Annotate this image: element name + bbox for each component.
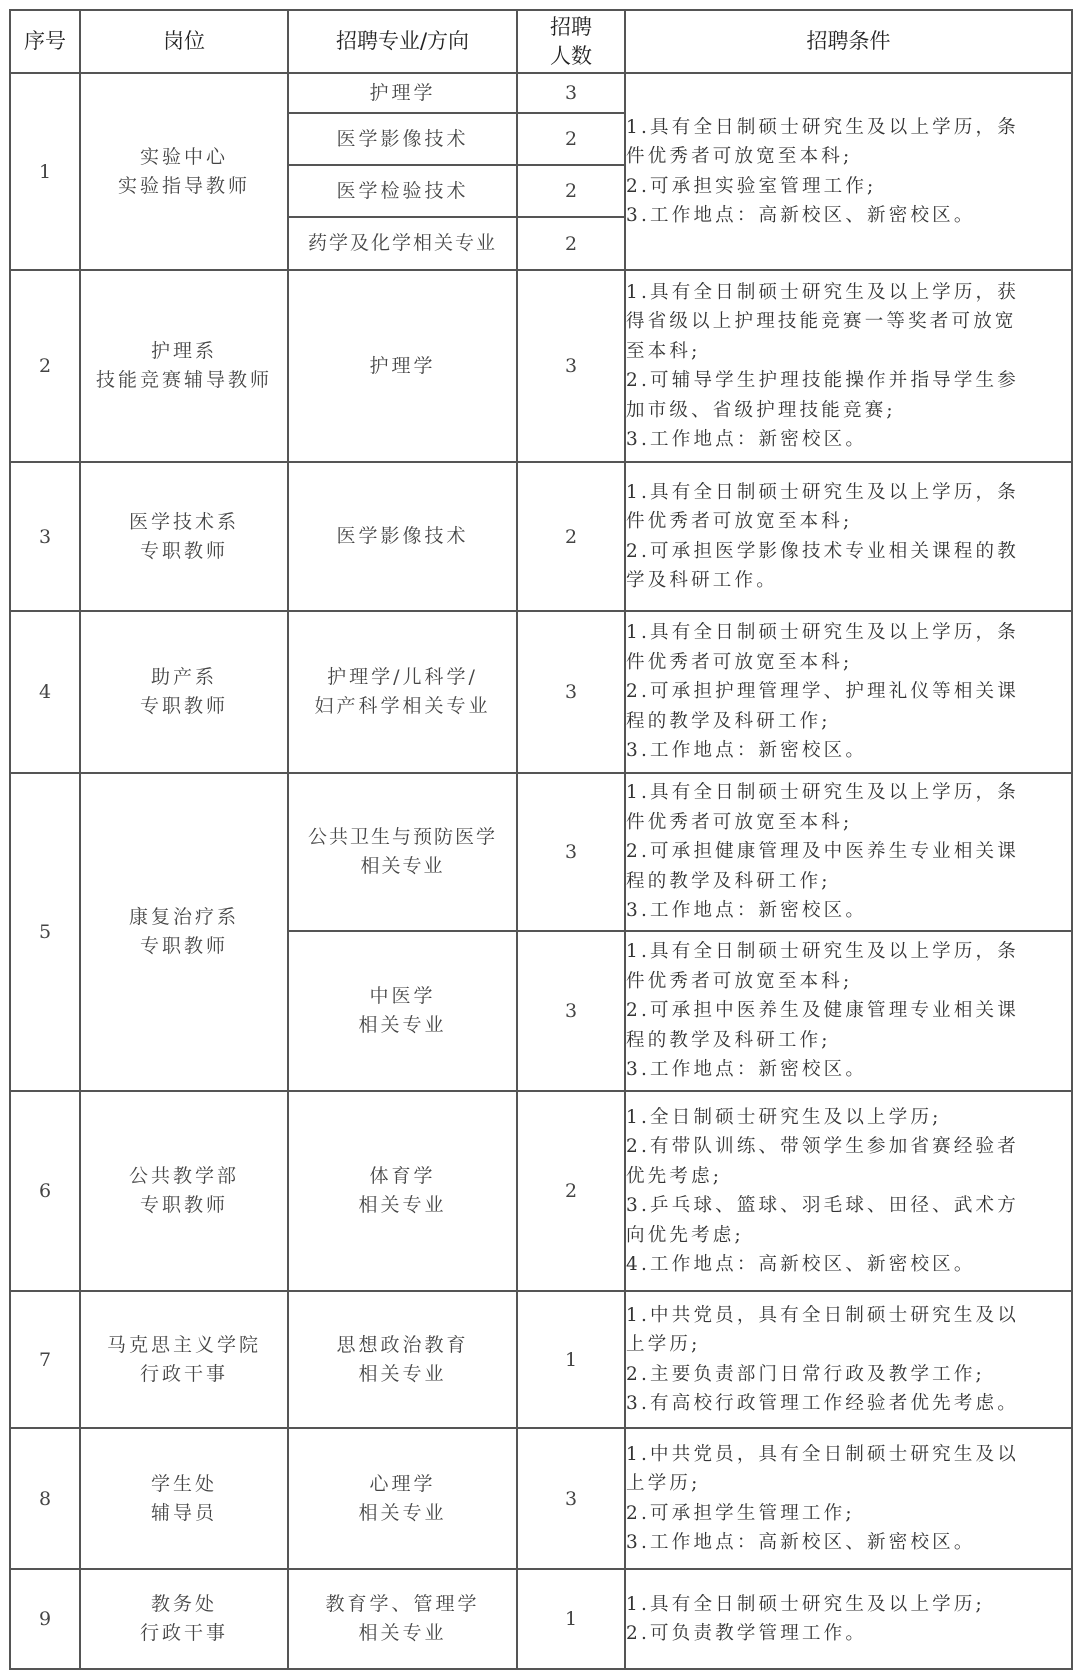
condition-line: 1.具有全日制硕士研究生及以上学历，条 <box>626 782 1019 804</box>
major-line: 相关专业 <box>358 1622 447 1644</box>
condition-line: 优先考虑; <box>626 1165 723 1187</box>
condition-line: 1.中共党员，具有全日制硕士研究生及以 <box>626 1443 1019 1465</box>
row-major <box>288 1428 517 1569</box>
condition-line: 1.全日制硕士研究生及以上学历; <box>626 1106 942 1128</box>
row-position <box>80 773 288 1091</box>
row-major <box>288 611 517 773</box>
major-line: 心理学 <box>369 1472 436 1495</box>
condition-line: 3.工作地点：新密校区。 <box>626 429 868 450</box>
row-position <box>80 73 288 270</box>
condition-line: 3.工作地点：新密校区。 <box>626 900 868 922</box>
row-count: 2 <box>517 462 625 611</box>
condition-line: 1.中共党员，具有全日制硕士研究生及以 <box>626 1304 1019 1326</box>
position-line: 专职教师 <box>139 695 228 717</box>
row-count: 2 <box>517 165 625 217</box>
position-line: 实验中心 <box>139 145 228 168</box>
major-line: 护理学/儿科学/ <box>327 666 478 688</box>
row-conditions <box>625 611 1072 773</box>
row-index: 7 <box>10 1291 80 1428</box>
header-count-line1: 招聘 <box>550 14 592 39</box>
condition-line: 3.工作地点：高新校区、新密校区。 <box>626 1532 976 1553</box>
position-line: 专职教师 <box>139 539 228 562</box>
condition-line: 2.可承担护理管理学、护理礼仪等相关课 <box>626 681 1019 703</box>
row-index: 8 <box>10 1428 80 1569</box>
position-line: 医学技术系 <box>128 510 239 533</box>
recruitment-table <box>9 9 1073 1670</box>
position-line: 康复治疗系 <box>128 906 239 928</box>
condition-line: 2.可承担健康管理及中医养生专业相关课 <box>626 841 1019 863</box>
row-count: 3 <box>517 270 625 462</box>
condition-line: 1.具有全日制硕士研究生及以上学历，条 <box>626 941 1019 963</box>
condition-line: 加市级、省级护理技能竞赛; <box>626 399 896 421</box>
condition-line: 2.可承担医学影像技术专业相关课程的教 <box>626 540 1019 562</box>
condition-line: 程的教学及科研工作; <box>626 710 831 732</box>
row-conditions <box>625 773 1072 931</box>
table-row <box>10 773 1072 931</box>
table-row <box>10 270 1072 462</box>
major-line: 公共卫生与预防医学 <box>307 826 497 848</box>
row-count: 3 <box>517 931 625 1091</box>
condition-line: 得省级以上护理技能竞赛一等奖者可放宽 <box>626 311 1017 332</box>
table-row <box>10 1291 1072 1428</box>
table-row <box>10 73 1072 113</box>
row-major: 医学影像技术 <box>288 462 517 611</box>
row-position <box>80 462 288 611</box>
row-index: 4 <box>10 611 80 773</box>
row-conditions <box>625 1291 1072 1428</box>
row-position <box>80 1291 288 1428</box>
position-line: 技能竞赛辅导教师 <box>95 369 272 391</box>
position-line: 行政干事 <box>139 1362 228 1385</box>
row-conditions <box>625 73 1072 270</box>
header-major: 招聘专业/方向 <box>288 10 517 73</box>
position-line: 专职教师 <box>139 1194 228 1216</box>
condition-line: 向优先考虑; <box>626 1224 744 1246</box>
condition-line: 3.乒乓球、篮球、羽毛球、田径、武术方 <box>626 1195 1019 1216</box>
table-row <box>10 462 1072 611</box>
header-position: 岗位 <box>80 10 288 73</box>
position-line: 教务处 <box>150 1593 217 1615</box>
row-major: 药学及化学相关专业 <box>288 217 517 270</box>
row-position <box>80 1428 288 1569</box>
condition-line: 程的教学及科研工作; <box>626 870 831 892</box>
row-count: 3 <box>517 773 625 931</box>
row-count: 2 <box>517 113 625 165</box>
condition-line: 学及科研工作。 <box>626 570 778 591</box>
condition-line: 3.工作地点：新密校区。 <box>626 1059 868 1081</box>
condition-line: 1.具有全日制硕士研究生及以上学历，条 <box>626 116 1019 138</box>
row-count: 2 <box>517 1091 625 1291</box>
row-position <box>80 1091 288 1291</box>
row-conditions <box>625 1428 1072 1569</box>
row-index: 2 <box>10 270 80 462</box>
row-major: 医学影像技术 <box>288 113 517 165</box>
major-line: 思想政治教育 <box>336 1333 469 1356</box>
header-index: 序号 <box>10 10 80 73</box>
condition-line: 3.工作地点：新密校区。 <box>626 740 868 762</box>
row-major <box>288 931 517 1091</box>
major-line: 相关专业 <box>358 1194 447 1216</box>
condition-line: 1.具有全日制硕士研究生及以上学历，条 <box>626 481 1019 503</box>
major-line: 相关专业 <box>358 1014 447 1036</box>
row-position <box>80 1569 288 1669</box>
header-count-line2: 人数 <box>550 43 592 68</box>
condition-line: 上学历; <box>626 1473 701 1494</box>
condition-line: 3.工作地点：高新校区、新密校区。 <box>626 205 976 226</box>
row-major <box>288 773 517 931</box>
condition-line: 件优秀者可放宽至本科; <box>626 970 853 992</box>
condition-line: 件优秀者可放宽至本科; <box>626 811 853 833</box>
row-major <box>288 1569 517 1669</box>
major-line: 妇产科学相关专业 <box>314 695 491 717</box>
condition-line: 1.具有全日制硕士研究生及以上学历，获 <box>626 281 1019 303</box>
position-line: 专职教师 <box>139 935 228 957</box>
header-conditions: 招聘条件 <box>625 10 1072 73</box>
row-index: 5 <box>10 773 80 1091</box>
position-line: 实验指导教师 <box>117 174 250 197</box>
position-line: 护理系 <box>150 340 217 362</box>
row-position <box>80 270 288 462</box>
row-index: 3 <box>10 462 80 611</box>
position-line: 行政干事 <box>139 1622 228 1644</box>
condition-line: 至本科; <box>626 340 701 362</box>
row-count: 2 <box>517 217 625 270</box>
row-position <box>80 611 288 773</box>
row-major: 护理学 <box>288 73 517 113</box>
condition-line: 2.可负责教学管理工作。 <box>626 1623 868 1644</box>
condition-line: 程的教学及科研工作; <box>626 1029 831 1051</box>
row-count: 3 <box>517 73 625 113</box>
condition-line: 1.具有全日制硕士研究生及以上学历; <box>626 1593 985 1615</box>
condition-line: 上学历; <box>626 1334 701 1355</box>
row-conditions <box>625 270 1072 462</box>
condition-line: 件优秀者可放宽至本科; <box>626 511 853 532</box>
row-major: 护理学 <box>288 270 517 462</box>
position-line: 公共教学部 <box>128 1165 239 1187</box>
table-row <box>10 611 1072 773</box>
major-line: 体育学 <box>369 1165 436 1187</box>
condition-line: 件优秀者可放宽至本科; <box>626 651 853 673</box>
header-count <box>517 10 625 73</box>
row-conditions <box>625 1091 1072 1291</box>
table-row <box>10 1091 1072 1291</box>
row-conditions <box>625 1569 1072 1669</box>
row-conditions <box>625 462 1072 611</box>
row-major <box>288 1091 517 1291</box>
major-line: 中医学 <box>369 985 436 1007</box>
header-row <box>10 10 1072 73</box>
condition-line: 2.主要负责部门日常行政及教学工作; <box>626 1363 985 1385</box>
condition-line: 2.可承担学生管理工作; <box>626 1502 855 1524</box>
condition-line: 4.工作地点：高新校区、新密校区。 <box>626 1254 976 1275</box>
row-count: 3 <box>517 611 625 773</box>
row-count: 3 <box>517 1428 625 1569</box>
row-major <box>288 1291 517 1428</box>
major-line: 相关专业 <box>358 1362 447 1385</box>
major-line: 相关专业 <box>358 1501 447 1524</box>
row-conditions <box>625 931 1072 1091</box>
major-line: 教育学、管理学 <box>325 1593 480 1615</box>
major-line: 相关专业 <box>360 855 445 877</box>
row-count: 1 <box>517 1291 625 1428</box>
position-line: 助产系 <box>150 666 217 688</box>
table-row <box>10 1428 1072 1569</box>
condition-line: 2.有带队训练、带领学生参加省赛经验者 <box>626 1136 1019 1157</box>
condition-line: 件优秀者可放宽至本科; <box>626 146 853 167</box>
condition-line: 2.可承担中医养生及健康管理专业相关课 <box>626 1000 1019 1022</box>
row-major: 医学检验技术 <box>288 165 517 217</box>
position-line: 马克思主义学院 <box>106 1333 261 1356</box>
row-index: 9 <box>10 1569 80 1669</box>
condition-line: 2.可承担实验室管理工作; <box>626 175 877 197</box>
row-index: 6 <box>10 1091 80 1291</box>
table-row <box>10 1569 1072 1669</box>
condition-line: 2.可辅导学生护理技能操作并指导学生参 <box>626 370 1019 391</box>
condition-line: 3.有高校行政管理工作经验者优先考虑。 <box>626 1393 1019 1414</box>
position-line: 辅导员 <box>150 1501 217 1524</box>
row-count: 1 <box>517 1569 625 1669</box>
row-index: 1 <box>10 73 80 270</box>
condition-line: 1.具有全日制硕士研究生及以上学历，条 <box>626 622 1019 644</box>
position-line: 学生处 <box>150 1472 217 1495</box>
